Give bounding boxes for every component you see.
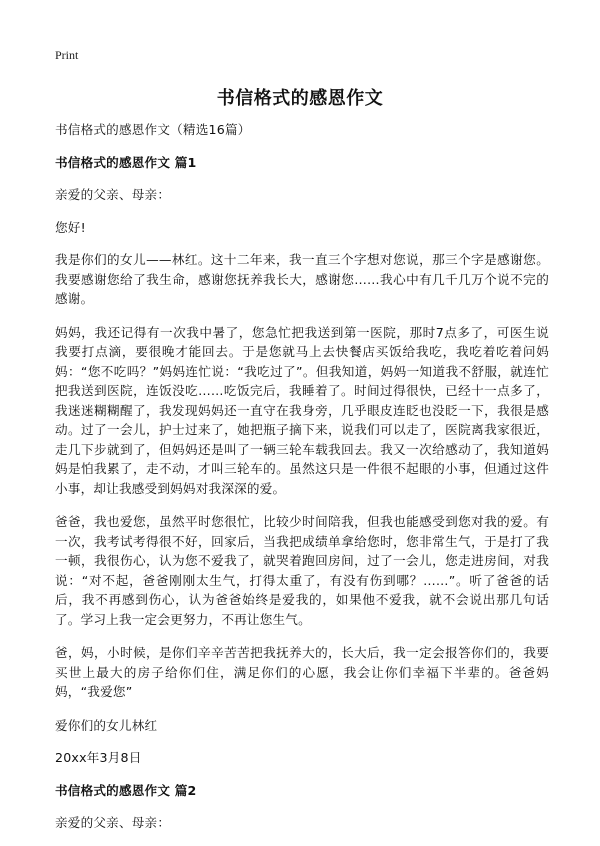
- letter-paragraph: 妈妈，我还记得有一次我中暑了，您急忙把我送到第一医院，那时7点多了，可医生说我要打点滴，要很晚才能回去。于是您就马上去快餐店买饭给我吃，我吃着吃着问妈妈：“您不吃吗？”妈妈连忙说：“我吃过了”。但我知道，妈妈一知道我不舒服，就连忙把我送到医院，连饭没吃……吃饭完后，我睡着了。时间过得很快，已经十一点多了，我迷迷糊糊醒了，我发现妈妈还一直守在我身旁，几乎眼皮连眨也没眨一下，我很是感动。过了一会儿，护士过来了，她把瓶子摘下来，说我们可以走了，医院离我家很近，走几下步就到了，但妈妈还是叫了一辆三轮车载我回去。我又一次给感动了，我知道妈妈是怕我累了，走不动，才叫三轮车的。虽然这只是一件很不起眼的小事，但通过这件小事，却让我感受到妈妈对我深深的爱。: [55, 324, 549, 496]
- article-heading: 书信格式的感恩作文 篇2: [55, 782, 197, 798]
- letter-paragraph: 爸，妈，小时候，是你们辛辛苦苦把我抚养大的，长大后，我一定会报答你们的，我要买世上最大的房子给你们住，满足你们的心愿，我会让你们幸福下半辈的。爸爸妈妈，“我爱您”: [55, 645, 549, 699]
- document-subtitle: 书信格式的感恩作文（精选16篇）: [55, 122, 251, 137]
- letter-greeting: 您好!: [55, 219, 86, 235]
- letter-paragraph: 我是你们的女儿——林红。这十二年来，我一直三个字想对您说，那三个字是感谢您。我要感谢您给了我生命，感谢您抚养我长大，感谢您……我心中有几千几万个说不完的感谢。: [55, 252, 549, 306]
- letter-date: 20xx年3月8日: [55, 750, 142, 765]
- print-label[interactable]: Print: [55, 48, 79, 62]
- document-body: [55, 120, 549, 846]
- letter-salutation: 亲爱的父亲、母亲：: [55, 815, 171, 830]
- document-title: 书信格式的感恩作文: [216, 88, 384, 109]
- letter-paragraph: 爸爸，我也爱您，虽然平时您很忙，比较少时间陪我，但我也能感受到您对我的爱。有一次，我考试考得很不好，回家后，当我把成绩单拿给您时，您非常生气，于是打了我一顿，我很伤心，认为您不爱我了，就哭着跑回房间，过了一会儿，您走进房间，对我说：“对不起，爸爸刚刚太生气，打得太重了，有没有伤到哪？……”。听了爸爸的话后，我不再感到伤心，认为爸爸始终是爱我的，如果他不爱我，就不会说出那几句话了。学习上我一定会更努力，不再让您生气。: [55, 514, 549, 627]
- article-heading: 书信格式的感恩作文 篇1: [55, 154, 197, 170]
- letter-signature: 爱你们的女儿林红: [55, 717, 158, 733]
- letter-salutation: 亲爱的父亲、母亲：: [55, 187, 171, 202]
